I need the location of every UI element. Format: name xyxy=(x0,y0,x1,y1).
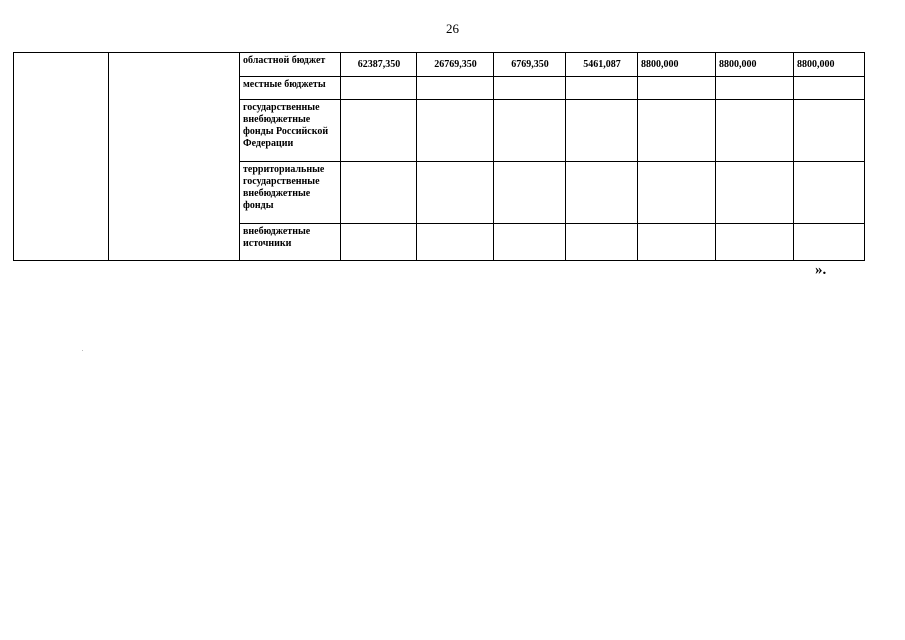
value-cell xyxy=(794,224,865,261)
row-label: государственные внебюджетные фонды Российской Федерации xyxy=(240,100,341,162)
value-cell xyxy=(716,100,794,162)
value-cell: 62387,350 xyxy=(341,53,417,77)
row-label: внебюджетные источники xyxy=(240,224,341,261)
value-cell xyxy=(638,224,716,261)
row-label: местные бюджеты xyxy=(240,77,341,100)
value-cell xyxy=(417,100,494,162)
value-cell xyxy=(716,224,794,261)
merged-cell-col1 xyxy=(14,53,109,261)
value-cell xyxy=(494,77,566,100)
value-cell: 6769,350 xyxy=(494,53,566,77)
page-number: 26 xyxy=(446,21,459,36)
row-label: территориальные государственные внебюджетные фонды xyxy=(240,162,341,224)
value-cell: 26769,350 xyxy=(417,53,494,77)
value-cell xyxy=(566,224,638,261)
value-cell xyxy=(417,224,494,261)
value-cell: 8800,000 xyxy=(794,53,865,77)
row-label: областной бюджет xyxy=(240,53,341,77)
value-cell xyxy=(417,162,494,224)
scan-speck xyxy=(82,350,83,351)
value-cell xyxy=(794,100,865,162)
value-cell xyxy=(638,77,716,100)
value-cell xyxy=(638,162,716,224)
value-cell xyxy=(494,162,566,224)
value-cell xyxy=(716,77,794,100)
value-cell xyxy=(494,224,566,261)
value-cell xyxy=(638,100,716,162)
value-cell xyxy=(566,100,638,162)
merged-cell-col2 xyxy=(109,53,240,261)
value-cell: 8800,000 xyxy=(638,53,716,77)
value-cell xyxy=(341,162,417,224)
value-cell xyxy=(341,100,417,162)
value-cell xyxy=(417,77,494,100)
value-cell xyxy=(494,100,566,162)
closing-quote-mark: ». xyxy=(815,262,827,278)
value-cell: 8800,000 xyxy=(716,53,794,77)
value-cell xyxy=(341,77,417,100)
value-cell xyxy=(794,162,865,224)
value-cell: 5461,087 xyxy=(566,53,638,77)
value-cell xyxy=(716,162,794,224)
value-cell xyxy=(341,224,417,261)
value-cell xyxy=(794,77,865,100)
value-cell xyxy=(566,162,638,224)
value-cell xyxy=(566,77,638,100)
table-row xyxy=(14,53,865,77)
funding-table xyxy=(13,52,865,261)
